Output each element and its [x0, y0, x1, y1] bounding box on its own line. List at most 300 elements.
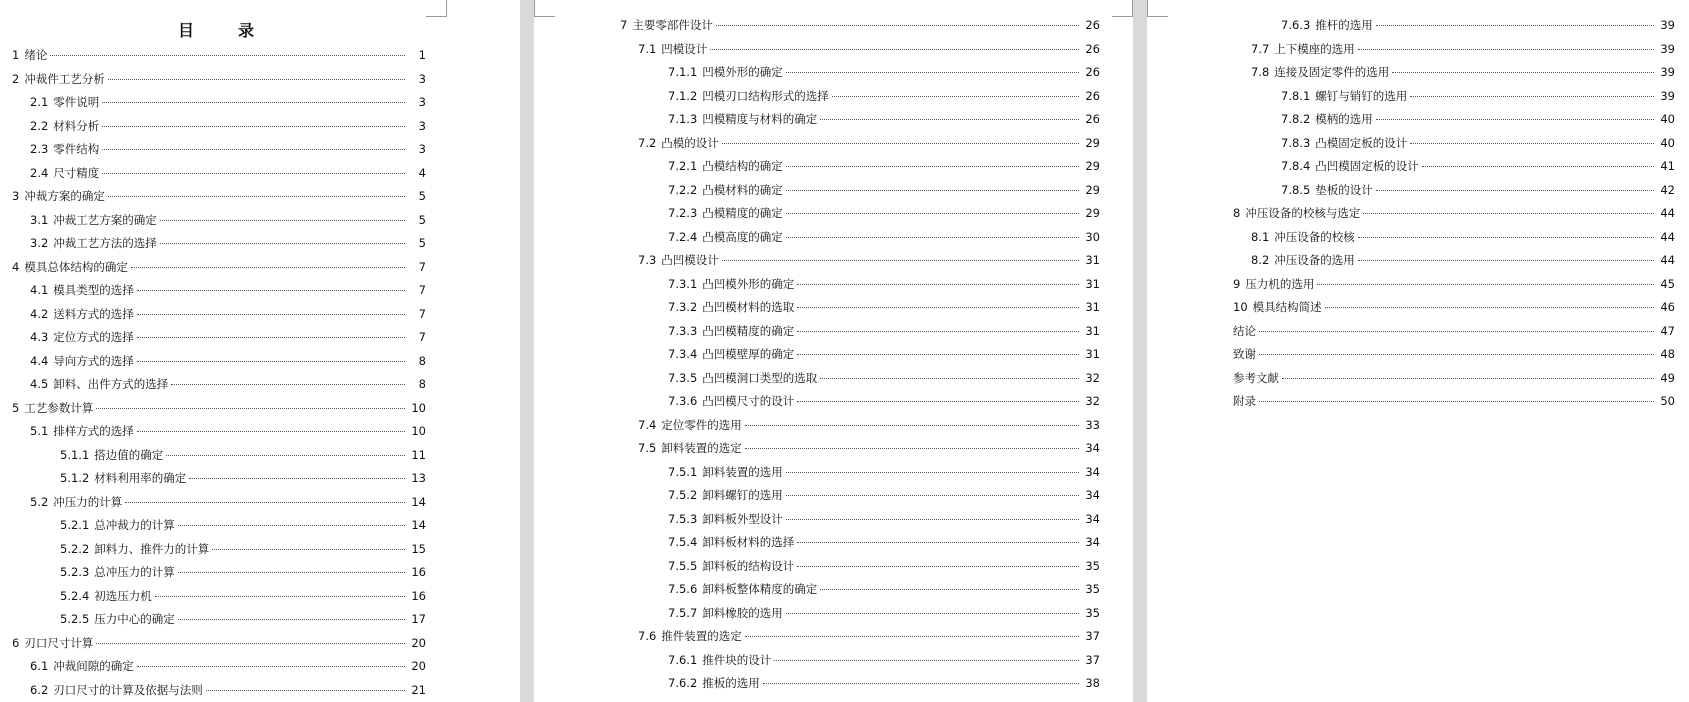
dot-leader [96, 408, 405, 409]
toc-entry-number: 7.8.5 [1281, 182, 1311, 197]
toc-entry-title: 材料分析 [53, 118, 100, 133]
toc-entry-number: 2.2 [30, 118, 49, 133]
toc-entry[interactable] [12, 115, 426, 139]
toc-entry[interactable] [12, 68, 426, 92]
toc-entry[interactable] [1233, 367, 1675, 391]
toc-entry-number: 7.4 [638, 417, 657, 432]
toc-entry[interactable] [12, 209, 426, 233]
toc-entry-number: 2.3 [30, 142, 49, 156]
dot-leader [1376, 190, 1654, 191]
toc-entry-page-number: 7 [418, 330, 426, 344]
toc-entry-number: 4.2 [30, 306, 49, 321]
toc-entry[interactable] [12, 162, 426, 186]
toc-entry[interactable] [1233, 202, 1675, 226]
toc-entry-page-number: 26 [1085, 112, 1100, 126]
toc-entry-title: 凸凹模壁厚的确定 [702, 347, 795, 361]
toc-entry[interactable] [1233, 320, 1675, 344]
toc-entry-number: 3.2 [30, 236, 49, 250]
dot-leader [797, 542, 1079, 543]
toc-entry-number: 7.1.3 [668, 112, 698, 126]
toc-entry-title: 结论 [1233, 323, 1256, 338]
dot-leader [137, 290, 405, 291]
toc-entry-page-number: 15 [411, 541, 426, 556]
toc-entry[interactable] [620, 437, 1100, 461]
toc-entry[interactable] [620, 14, 1100, 38]
toc-entry-title: 模具类型的选择 [53, 283, 134, 297]
toc-entry-title: 参考文献 [1233, 370, 1279, 385]
toc-entry-number: 5.1 [30, 424, 49, 438]
dot-leader [1282, 378, 1654, 379]
toc-entry-title: 凸模的设计 [661, 135, 719, 150]
toc-entry-title: 冲压设备的校核 [1274, 229, 1355, 244]
toc-entry-title: 总冲裁力的计算 [94, 518, 175, 532]
dot-leader [96, 643, 405, 644]
toc-entry-page-number: 34 [1085, 441, 1100, 455]
dot-leader [786, 213, 1079, 214]
dot-leader [1358, 237, 1654, 238]
toc-entry-number: 7.3 [638, 253, 657, 267]
toc-entry-page-number: 20 [411, 659, 426, 673]
dot-leader [160, 243, 405, 244]
toc-entry-number: 7.1.1 [668, 65, 698, 79]
toc-entry-number: 7.5.5 [668, 558, 698, 573]
toc-entry-number: 7.5.6 [668, 582, 698, 596]
toc-entry[interactable] [1233, 132, 1675, 156]
dot-leader [716, 25, 1079, 26]
toc-entry[interactable] [620, 61, 1100, 85]
toc-entry-number: 7.3.3 [668, 323, 698, 338]
toc-entry-title: 模具结构简述 [1252, 300, 1322, 314]
toc-entry-number: 7.8.1 [1281, 88, 1311, 103]
toc-list [1233, 14, 1675, 414]
toc-list [620, 14, 1100, 696]
dot-leader [160, 220, 405, 221]
toc-entry-title: 尺寸精度 [53, 165, 100, 180]
toc-entry[interactable] [12, 467, 426, 491]
toc-entry[interactable] [1233, 249, 1675, 273]
toc-entry-title: 附录 [1233, 394, 1256, 408]
toc-entry-title: 压力中心的确定 [94, 612, 175, 626]
toc-entry-page-number: 34 [1085, 535, 1100, 549]
toc-entry-title: 凸模材料的确定 [702, 182, 783, 197]
toc-entry-page-number: 34 [1085, 511, 1100, 526]
toc-entry-title: 推件块的设计 [702, 652, 772, 667]
toc-entry-number: 8.2 [1251, 253, 1270, 267]
toc-entry-page-number: 35 [1085, 558, 1100, 573]
dot-leader [820, 378, 1079, 379]
toc-entry-page-number: 16 [411, 565, 426, 579]
toc-entry-page-number: 14 [411, 518, 426, 532]
toc-entry-number: 4.1 [30, 283, 49, 297]
toc-entry[interactable] [620, 555, 1100, 579]
toc-entry-page-number: 7 [418, 306, 426, 321]
toc-entry-page-number: 31 [1085, 253, 1100, 267]
toc-entry-title: 凸凹模外形的确定 [702, 276, 795, 291]
toc-entry-title: 致谢 [1233, 347, 1256, 361]
dot-leader [1422, 166, 1654, 167]
dot-leader [797, 354, 1079, 355]
dot-leader [166, 455, 405, 456]
toc-entry-page-number: 32 [1085, 394, 1100, 408]
toc-entry-page-number: 49 [1660, 370, 1675, 385]
toc-entry-page-number: 26 [1085, 18, 1100, 32]
toc-entry-number: 7.6 [638, 629, 657, 643]
toc-entry[interactable] [12, 420, 426, 444]
toc-entry-title: 零件结构 [53, 142, 100, 156]
toc-entry-title: 主要零部件设计 [632, 18, 713, 32]
page-corner-mark [1147, 0, 1168, 17]
toc-entry[interactable] [620, 602, 1100, 626]
toc-entry-title: 推杆的选用 [1315, 18, 1373, 32]
toc-entry[interactable] [620, 202, 1100, 226]
toc-entry-title: 卸料力、推件力的计算 [94, 541, 210, 556]
dot-leader [786, 472, 1079, 473]
toc-entry-title: 推件装置的选定 [661, 629, 742, 643]
dot-leader [797, 331, 1079, 332]
toc-entry[interactable] [1233, 38, 1675, 62]
dot-leader [786, 613, 1079, 614]
toc-entry-page-number: 30 [1085, 229, 1100, 244]
toc-entry[interactable] [12, 326, 426, 350]
toc-entry-page-number: 37 [1085, 652, 1100, 667]
toc-entry-title: 送料方式的选择 [53, 306, 134, 321]
toc-entry-title: 总冲压力的计算 [94, 565, 175, 579]
toc-entry[interactable] [12, 279, 426, 303]
toc-entry-number: 7.5.7 [668, 605, 698, 620]
toc-entry-page-number: 40 [1660, 135, 1675, 150]
toc-entry-number: 2.4 [30, 165, 49, 180]
toc-entry[interactable] [1233, 108, 1675, 132]
toc-entry[interactable] [620, 390, 1100, 414]
toc-entry-page-number: 14 [411, 494, 426, 509]
toc-entry-number: 4 [12, 259, 20, 274]
toc-entry-title: 零件说明 [53, 95, 100, 109]
toc-entry-title: 凸凹模洞口类型的选取 [702, 370, 818, 385]
dot-leader [710, 49, 1079, 50]
toc-entry-page-number: 13 [411, 471, 426, 485]
dot-leader [102, 126, 405, 127]
toc-entry-page-number: 39 [1660, 41, 1675, 56]
toc-entry[interactable] [620, 578, 1100, 602]
dot-leader [125, 502, 405, 503]
toc-entry-number: 7.1 [638, 41, 657, 56]
toc-entry-page-number: 35 [1085, 605, 1100, 620]
toc-entry[interactable] [620, 273, 1100, 297]
toc-entry[interactable] [1233, 61, 1675, 85]
toc-entry[interactable] [620, 249, 1100, 273]
toc-entry[interactable] [12, 91, 426, 115]
dot-leader [1410, 143, 1654, 144]
toc-entry-page-number: 29 [1085, 159, 1100, 173]
toc-entry[interactable] [12, 44, 426, 68]
toc-entry-number: 7.5.4 [668, 535, 698, 549]
toc-entry-page-number: 39 [1660, 88, 1675, 103]
dot-leader [102, 173, 405, 174]
toc-entry-page-number: 7 [418, 259, 426, 274]
toc-entry[interactable] [12, 138, 426, 162]
toc-entry-page-number: 7 [418, 283, 426, 297]
toc-entry[interactable] [12, 373, 426, 397]
toc-list [12, 44, 426, 702]
toc-entry[interactable] [1233, 296, 1675, 320]
toc-entry-number: 7.3.5 [668, 370, 698, 385]
toc-entry[interactable] [620, 414, 1100, 438]
toc-entry[interactable] [1233, 273, 1675, 297]
dot-leader [178, 572, 405, 573]
document-page-1 [0, 0, 520, 702]
toc-entry[interactable] [620, 649, 1100, 673]
toc-entry-title: 凸模精度的确定 [702, 206, 783, 220]
toc-entry-number: 7.5.1 [668, 464, 698, 479]
dot-leader [1376, 25, 1654, 26]
toc-entry-title: 上下模座的选用 [1274, 41, 1355, 56]
toc-entry[interactable] [1233, 343, 1675, 367]
dot-leader [189, 478, 405, 479]
toc-entry-number: 7 [620, 18, 628, 32]
dot-leader [786, 72, 1079, 73]
dot-leader [206, 690, 405, 691]
toc-entry[interactable] [12, 514, 426, 538]
toc-entry-title: 冲裁件工艺分析 [24, 71, 105, 86]
dot-leader [797, 566, 1079, 567]
toc-entry[interactable] [620, 531, 1100, 555]
toc-entry-number: 10 [1233, 300, 1248, 314]
toc-entry-page-number: 3 [418, 142, 426, 156]
toc-entry-number: 8 [1233, 206, 1241, 220]
toc-entry[interactable] [620, 343, 1100, 367]
toc-entry-page-number: 5 [418, 212, 426, 227]
dot-leader [745, 636, 1079, 637]
toc-entry-page-number: 40 [1660, 112, 1675, 126]
toc-entry-title: 冲裁方案的确定 [24, 189, 105, 203]
toc-entry[interactable] [620, 108, 1100, 132]
dot-leader [722, 143, 1079, 144]
toc-entry[interactable] [620, 85, 1100, 109]
toc-entry-title: 排样方式的选择 [53, 424, 134, 438]
toc-entry[interactable] [12, 256, 426, 280]
toc-entry[interactable] [620, 320, 1100, 344]
toc-entry-page-number: 3 [418, 118, 426, 133]
toc-entry-number: 8.1 [1251, 229, 1270, 244]
dot-leader [1363, 213, 1654, 214]
toc-entry-number: 2.1 [30, 95, 49, 109]
toc-entry-number: 7.5.2 [668, 488, 698, 502]
dot-leader [820, 119, 1079, 120]
toc-entry-number: 7.6.2 [668, 676, 698, 690]
toc-entry-title: 搭边值的确定 [94, 447, 164, 462]
dot-leader [797, 307, 1079, 308]
toc-entry[interactable] [620, 38, 1100, 62]
toc-entry-number: 1 [12, 48, 20, 62]
toc-entry-page-number: 46 [1660, 300, 1675, 314]
toc-entry-title: 材料利用率的确定 [94, 471, 187, 485]
toc-entry-title: 冲压力的计算 [53, 494, 123, 509]
toc-entry-number: 7.1.2 [668, 88, 698, 103]
toc-entry[interactable] [12, 679, 426, 702]
toc-entry-title: 凹模刃口结构形式的选择 [702, 88, 829, 103]
toc-entry-number: 2 [12, 71, 20, 86]
toc-entry[interactable] [12, 397, 426, 421]
dot-leader [137, 431, 405, 432]
toc-entry-title: 冲裁工艺方案的确定 [53, 212, 157, 227]
toc-entry-number: 7.3.1 [668, 276, 698, 291]
toc-entry-page-number: 34 [1085, 464, 1100, 479]
toc-entry-number: 7.8 [1251, 65, 1270, 79]
toc-entry-page-number: 38 [1085, 676, 1100, 690]
toc-entry-page-number: 41 [1660, 159, 1675, 173]
toc-entry-page-number: 37 [1085, 629, 1100, 643]
dot-leader [137, 314, 405, 315]
dot-leader [797, 284, 1079, 285]
toc-entry[interactable] [12, 561, 426, 585]
dot-leader [50, 55, 405, 56]
toc-entry-page-number: 33 [1085, 417, 1100, 432]
toc-entry-page-number: 42 [1660, 182, 1675, 197]
toc-entry-page-number: 10 [411, 424, 426, 438]
toc-entry-number: 5.1.1 [60, 447, 90, 462]
toc-entry-page-number: 4 [418, 165, 426, 180]
toc-entry-number: 6.2 [30, 682, 49, 697]
toc-entry-page-number: 8 [418, 377, 426, 391]
toc-entry[interactable] [12, 538, 426, 562]
toc-entry-page-number: 47 [1660, 323, 1675, 338]
toc-entry[interactable] [1233, 226, 1675, 250]
dot-leader [1410, 96, 1654, 97]
toc-entry[interactable] [12, 303, 426, 327]
document-page-3 [1147, 0, 1689, 702]
toc-entry[interactable] [620, 672, 1100, 696]
toc-entry[interactable] [620, 625, 1100, 649]
toc-entry-title: 模具总体结构的确定 [24, 259, 128, 274]
toc-entry-title: 推板的选用 [702, 676, 760, 690]
toc-entry[interactable] [1233, 179, 1675, 203]
toc-entry[interactable] [620, 508, 1100, 532]
toc-entry[interactable] [620, 484, 1100, 508]
page-corner-mark [1112, 0, 1133, 17]
toc-entry[interactable] [12, 444, 426, 468]
toc-entry-title: 导向方式的选择 [53, 353, 134, 368]
toc-entry-page-number: 29 [1085, 182, 1100, 197]
toc-entry-title: 凸模结构的确定 [702, 159, 783, 173]
toc-entry[interactable] [620, 179, 1100, 203]
toc-entry-number: 7.2.2 [668, 182, 698, 197]
toc-entry-title: 卸料装置的选用 [702, 464, 783, 479]
toc-entry-page-number: 31 [1085, 276, 1100, 291]
toc-entry-title: 凹模设计 [661, 41, 708, 56]
toc-entry-number: 7.2 [638, 135, 657, 150]
dot-leader [155, 596, 405, 597]
toc-entry-page-number: 26 [1085, 88, 1100, 103]
toc-entry-page-number: 3 [418, 95, 426, 109]
toc-entry-number: 7.2.1 [668, 159, 698, 173]
toc-entry-title: 卸料橡胶的选用 [702, 605, 783, 620]
toc-entry[interactable] [620, 367, 1100, 391]
toc-entry[interactable] [12, 608, 426, 632]
toc-entry-number: 7.3.6 [668, 394, 698, 408]
toc-entry-number: 7.3.4 [668, 347, 698, 361]
toc-entry-number: 7.2.4 [668, 229, 698, 244]
toc-entry-page-number: 29 [1085, 135, 1100, 150]
toc-entry-page-number: 34 [1085, 488, 1100, 502]
toc-entry-page-number: 45 [1660, 276, 1675, 291]
toc-entry-page-number: 21 [411, 682, 426, 697]
dot-leader [745, 425, 1079, 426]
toc-entry[interactable] [620, 155, 1100, 179]
dot-leader [137, 361, 405, 362]
toc-entry[interactable] [12, 491, 426, 515]
toc-entry-page-number: 29 [1085, 206, 1100, 220]
dot-leader [1358, 49, 1654, 50]
toc-entry-title: 凹模外形的确定 [702, 65, 783, 79]
toc-entry-title: 压力机的选用 [1245, 276, 1315, 291]
toc-entry-title: 螺钉与销钉的选用 [1315, 88, 1408, 103]
toc-entry-page-number: 31 [1085, 323, 1100, 338]
dot-leader [786, 190, 1079, 191]
toc-entry-number: 5.2.3 [60, 565, 90, 579]
dot-leader [137, 337, 405, 338]
toc-entry[interactable] [1233, 390, 1675, 414]
toc-entry-title: 定位方式的选择 [53, 330, 134, 344]
toc-entry-page-number: 26 [1085, 65, 1100, 79]
page-corner-mark [426, 0, 447, 17]
toc-entry[interactable] [12, 185, 426, 209]
toc-entry[interactable] [620, 461, 1100, 485]
toc-entry-page-number: 3 [418, 71, 426, 86]
toc-entry-page-number: 11 [411, 447, 426, 462]
toc-entry-page-number: 44 [1660, 253, 1675, 267]
toc-entry-title: 凸凹模设计 [661, 253, 719, 267]
toc-entry-number: 7.5.3 [668, 511, 698, 526]
document-page-2 [534, 0, 1133, 702]
dot-leader [745, 448, 1079, 449]
dot-leader [1358, 260, 1654, 261]
toc-entry[interactable] [12, 585, 426, 609]
toc-entry-page-number: 32 [1085, 370, 1100, 385]
toc-entry[interactable] [12, 655, 426, 679]
dot-leader [102, 149, 405, 150]
toc-entry[interactable] [1233, 155, 1675, 179]
dot-leader [137, 666, 405, 667]
toc-entry-title: 卸料板材料的选择 [702, 535, 795, 549]
toc-entry-title: 工艺参数计算 [24, 400, 94, 415]
toc-entry[interactable] [12, 232, 426, 256]
dot-leader [108, 196, 405, 197]
toc-entry[interactable] [1233, 14, 1675, 38]
dot-leader [1259, 401, 1654, 402]
dot-leader [1376, 119, 1654, 120]
toc-entry[interactable] [12, 632, 426, 656]
toc-entry-number: 4.5 [30, 377, 49, 391]
dot-leader [108, 79, 405, 80]
toc-entry-title: 连接及固定零件的选用 [1274, 65, 1390, 79]
toc-entry-page-number: 5 [418, 189, 426, 203]
toc-entry[interactable] [620, 226, 1100, 250]
toc-entry-number: 5.2.1 [60, 518, 90, 532]
toc-entry[interactable] [620, 132, 1100, 156]
toc-entry-page-number: 44 [1660, 206, 1675, 220]
toc-entry[interactable] [1233, 85, 1675, 109]
dot-leader [786, 495, 1079, 496]
toc-entry-title: 绪论 [24, 48, 48, 62]
toc-entry[interactable] [12, 350, 426, 374]
toc-entry[interactable] [620, 296, 1100, 320]
toc-entry-number: 3 [12, 189, 20, 203]
dot-leader [212, 549, 405, 550]
dot-leader [1325, 307, 1654, 308]
dot-leader [171, 384, 405, 385]
toc-entry-number: 7.5 [638, 441, 657, 455]
dot-leader [722, 260, 1079, 261]
